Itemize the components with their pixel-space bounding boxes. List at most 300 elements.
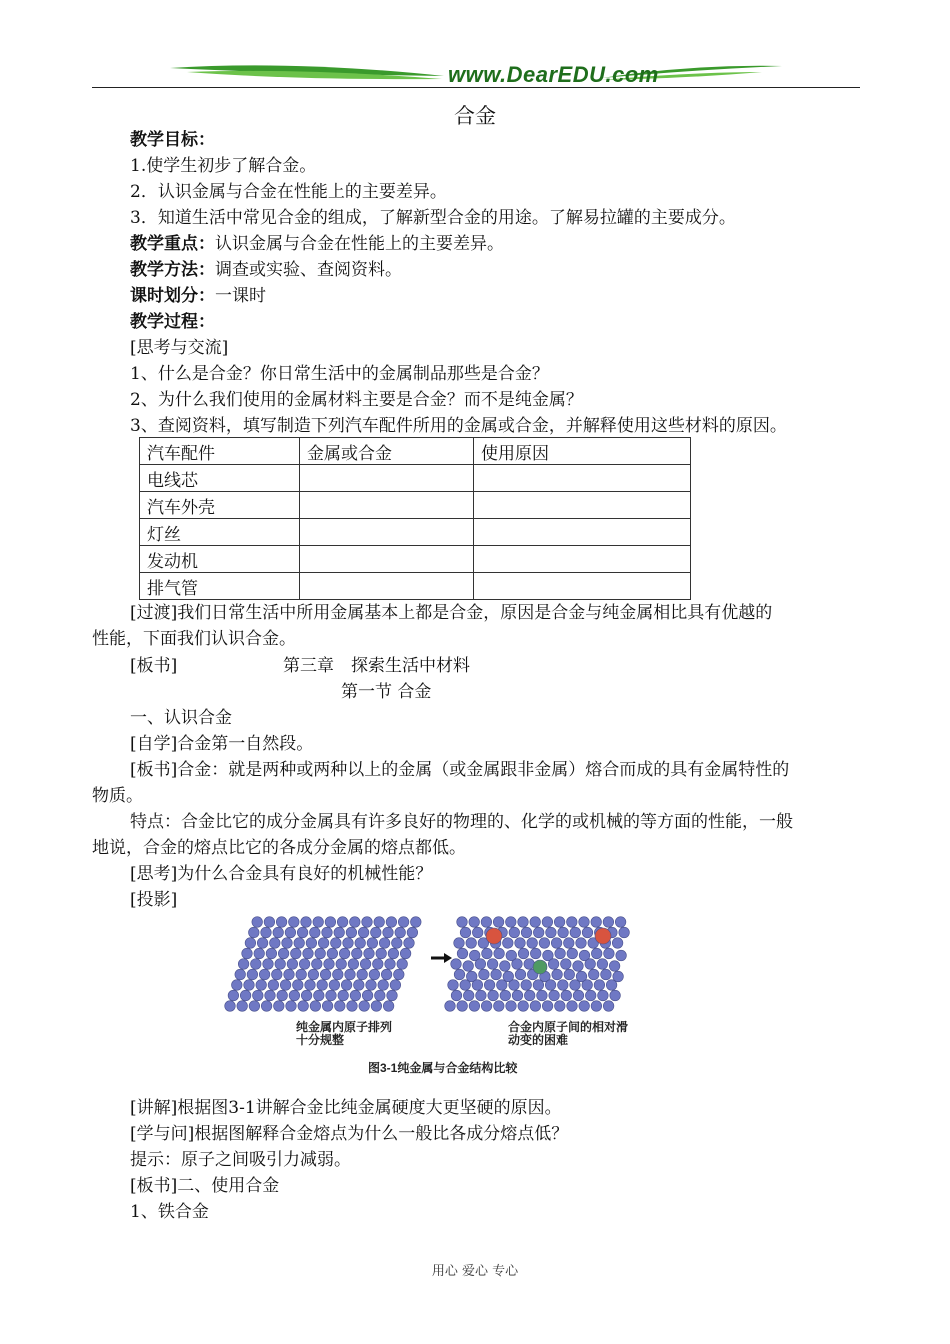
table-row — [140, 465, 691, 492]
atom — [378, 980, 389, 991]
atom — [276, 917, 287, 928]
objective-item: 3．知道生活中常见合金的组成，了解新型合金的用途。了解易拉罐的主要成分。 — [130, 208, 736, 228]
atom — [373, 959, 384, 970]
atom — [518, 917, 529, 928]
key-point-label: 教学重点： — [130, 234, 215, 254]
atom — [460, 980, 471, 991]
atom — [567, 1001, 578, 1012]
atom — [491, 969, 502, 980]
atom — [585, 959, 596, 970]
table-cell: 电线芯 — [140, 465, 300, 492]
green-atom — [533, 960, 547, 974]
atom — [398, 917, 409, 928]
atom — [253, 990, 264, 1001]
atom — [348, 959, 359, 970]
hint-line: 提示：原子之间吸引力减弱。 — [130, 1150, 351, 1170]
atom — [479, 969, 490, 980]
atom — [518, 1001, 529, 1012]
atom — [327, 948, 338, 959]
alloy-lattice — [445, 917, 630, 1012]
atom — [354, 980, 365, 991]
alloy-label-2: 动变的困难 — [508, 1033, 569, 1047]
atom — [308, 969, 319, 980]
atom — [582, 927, 593, 938]
atom — [244, 980, 255, 991]
atom — [564, 969, 575, 980]
atom — [333, 969, 344, 980]
atom — [530, 917, 541, 928]
atom — [500, 990, 511, 1001]
atom — [314, 990, 325, 1001]
atom — [336, 959, 347, 970]
atom — [358, 927, 369, 938]
question-3: 3、查阅资料，填写制造下列汽车配件所用的金属或合金，并解释使用这些材料的原因。 — [130, 416, 787, 436]
auto-parts-table — [139, 437, 691, 600]
atom — [582, 980, 593, 991]
atom — [445, 1001, 456, 1012]
atom — [254, 948, 265, 959]
atom — [512, 990, 523, 1001]
atom — [317, 980, 328, 991]
atom — [277, 990, 288, 1001]
atom — [555, 1001, 566, 1012]
atom — [591, 1001, 602, 1012]
atom — [272, 969, 283, 980]
atom — [457, 1001, 468, 1012]
atom — [484, 980, 495, 991]
atom — [261, 1001, 272, 1012]
atom — [343, 938, 354, 949]
atom — [294, 938, 305, 949]
atom — [326, 990, 337, 1001]
atom — [315, 948, 326, 959]
atom — [329, 980, 340, 991]
atom — [263, 959, 274, 970]
red-atom — [595, 928, 611, 944]
atom — [400, 948, 411, 959]
atom — [457, 917, 468, 928]
atom — [296, 969, 307, 980]
period-text: 一课时 — [215, 286, 266, 306]
atom — [301, 917, 312, 928]
atom — [322, 1001, 333, 1012]
atom — [324, 959, 335, 970]
atom — [350, 917, 361, 928]
atom — [591, 948, 602, 959]
table-cell-empty — [474, 573, 691, 600]
method-line — [130, 259, 402, 281]
atom — [466, 938, 477, 949]
atom — [603, 1001, 614, 1012]
atom — [606, 980, 617, 991]
table-cell-empty — [300, 519, 474, 546]
atom — [383, 1001, 394, 1012]
atom — [460, 927, 471, 938]
atom — [256, 980, 267, 991]
section-title: 第一节 合金 — [341, 682, 432, 702]
atom — [392, 938, 403, 949]
table-header-row — [140, 438, 691, 465]
atom — [518, 948, 529, 959]
atom — [266, 948, 277, 959]
atom — [542, 917, 553, 928]
self-study-line: [自学]合金第一自然段。 — [130, 734, 314, 754]
atom — [298, 1001, 309, 1012]
atom — [454, 969, 465, 980]
atom — [286, 1001, 297, 1012]
atom — [539, 938, 550, 949]
atom — [475, 959, 486, 970]
table-row — [140, 546, 691, 573]
atom — [289, 990, 300, 1001]
atom — [238, 959, 249, 970]
atom — [301, 990, 312, 1001]
definition-line-2: 物质。 — [92, 786, 143, 806]
atom — [411, 917, 422, 928]
method-text: 调查或实验、查阅资料。 — [215, 260, 402, 280]
atom — [334, 927, 345, 938]
atom — [555, 948, 566, 959]
atom — [228, 990, 239, 1001]
atom — [346, 927, 357, 938]
atom — [293, 980, 304, 991]
atom — [331, 938, 342, 949]
atom — [597, 959, 608, 970]
atom — [352, 948, 363, 959]
atom — [232, 980, 243, 991]
atom — [494, 1001, 505, 1012]
atom — [524, 990, 535, 1001]
atom — [273, 927, 284, 938]
atom — [357, 969, 368, 980]
objectives-label: 教学目标： — [130, 130, 215, 150]
atom — [609, 961, 620, 972]
atom — [558, 927, 569, 938]
atom — [338, 990, 349, 1001]
atom — [594, 980, 605, 991]
atom — [476, 990, 487, 1001]
atom — [472, 980, 483, 991]
table-row — [140, 519, 691, 546]
atom — [312, 959, 323, 970]
table-cell: 灯丝 — [140, 519, 300, 546]
table-cell-empty — [300, 465, 474, 492]
atom — [387, 990, 398, 1001]
atom — [603, 917, 614, 928]
atom — [616, 950, 627, 961]
atom — [375, 990, 386, 1001]
atom — [530, 1001, 541, 1012]
table-header: 汽车配件 — [140, 438, 300, 465]
atom — [318, 938, 329, 949]
atom — [394, 969, 405, 980]
atom — [385, 959, 396, 970]
atom — [573, 961, 584, 972]
atom — [558, 980, 569, 991]
atom — [251, 959, 262, 970]
table-cell-empty — [474, 465, 691, 492]
header-rule — [92, 87, 860, 88]
atom — [299, 959, 310, 970]
atom — [310, 927, 321, 938]
atom — [376, 948, 387, 959]
atom — [287, 959, 298, 970]
pure-metal-lattice — [225, 917, 421, 1012]
atom — [249, 1001, 260, 1012]
transition-line-2: 性能，下面我们认识合金。 — [92, 629, 296, 649]
atom — [275, 959, 286, 970]
table-cell-empty — [300, 546, 474, 573]
atom — [289, 917, 300, 928]
atom — [369, 969, 380, 980]
atom — [561, 990, 572, 1001]
atom — [265, 990, 276, 1001]
atom — [591, 917, 602, 928]
pure-metal-label-1: 纯金属内原子排列 — [296, 1020, 393, 1034]
alloy-label-1: 合金内原子间的相对滑 — [508, 1020, 629, 1034]
atom — [284, 969, 295, 980]
atom — [503, 938, 514, 949]
atom — [320, 969, 331, 980]
arrow-right-icon — [431, 953, 452, 963]
atom — [388, 948, 399, 959]
atom — [249, 927, 260, 938]
atom — [570, 980, 581, 991]
study-ask-line: [学与问]根据图解释合金熔点为什么一般比各成分熔点低？ — [130, 1124, 569, 1144]
atom — [570, 927, 581, 938]
method-label: 教学方法： — [130, 260, 215, 280]
atom — [506, 1001, 517, 1012]
atom — [469, 1001, 480, 1012]
atom — [310, 1001, 321, 1012]
atom — [554, 917, 565, 928]
table-cell: 发动机 — [140, 546, 300, 573]
atom — [509, 927, 520, 938]
think-line: [思考]为什么合金具有良好的机械性能？ — [130, 864, 433, 884]
atom — [225, 1001, 236, 1012]
atom — [355, 938, 366, 949]
atom — [548, 959, 559, 970]
atom — [588, 969, 599, 980]
table-cell: 排气管 — [140, 573, 300, 600]
table-cell-empty — [300, 573, 474, 600]
atom — [601, 969, 612, 980]
atom — [612, 938, 623, 949]
atom — [359, 1001, 370, 1012]
atom — [306, 938, 317, 949]
atom — [268, 980, 279, 991]
atom — [579, 917, 590, 928]
atom — [561, 959, 572, 970]
atom — [500, 961, 511, 972]
atom — [305, 980, 316, 991]
period-label: 课时划分： — [130, 286, 215, 306]
atom — [261, 927, 272, 938]
atom — [341, 980, 352, 991]
atom — [472, 927, 483, 938]
atom — [564, 938, 575, 949]
projection-tag: [投影] — [130, 890, 178, 910]
atom — [610, 990, 621, 1001]
atom — [285, 927, 296, 938]
atom — [457, 948, 468, 959]
table-header: 使用原因 — [474, 438, 691, 465]
atom — [297, 927, 308, 938]
process-label: 教学过程： — [130, 312, 215, 332]
atom — [264, 917, 275, 928]
question-2: 2、为什么我们使用的金属材料主要是合金？而不是纯金属？ — [130, 390, 583, 410]
table-cell-empty — [300, 492, 474, 519]
atom — [604, 948, 615, 959]
section-heading-1: 一、认识合金 — [130, 708, 232, 728]
atom — [506, 917, 517, 928]
atom — [533, 927, 544, 938]
atom — [552, 969, 563, 980]
atom — [463, 961, 474, 972]
atom — [576, 938, 587, 949]
atom — [551, 938, 562, 949]
atom — [381, 969, 392, 980]
atom — [567, 917, 578, 928]
features-line-1: 特点：合金比它的成分金属具有许多良好的物理的、化学的或机械的等方面的性能，一般 — [130, 812, 793, 832]
atom — [482, 948, 493, 959]
board-tag: [板书] — [130, 656, 178, 676]
atom — [374, 917, 385, 928]
atom — [322, 927, 333, 938]
atom — [407, 927, 418, 938]
atom — [579, 1001, 590, 1012]
atom — [325, 917, 336, 928]
objective-item: 1.使学生初步了解合金。 — [130, 156, 317, 176]
think-exchange-tag: [思考与交流] — [130, 338, 229, 358]
table-header: 金属或合金 — [300, 438, 474, 465]
atom — [282, 938, 293, 949]
page-header — [92, 58, 860, 92]
atom — [313, 917, 324, 928]
pure-metal-label-2: 十分规整 — [296, 1033, 345, 1047]
atom — [546, 927, 557, 938]
atom — [497, 980, 508, 991]
chapter-title: 第三章 探索生活中材料 — [283, 656, 470, 676]
atom — [371, 927, 382, 938]
objective-item: 2．认识金属与合金在性能上的主要差异。 — [130, 182, 447, 202]
atom — [493, 917, 504, 928]
atom-lattice-diagram — [222, 910, 660, 1085]
atom — [379, 938, 390, 949]
atom — [619, 927, 630, 938]
atom — [451, 959, 462, 970]
atom — [488, 990, 499, 1001]
atom — [454, 938, 465, 949]
atom — [509, 980, 520, 991]
atom — [573, 990, 584, 1001]
table-cell-empty — [474, 492, 691, 519]
atom — [545, 980, 556, 991]
atom — [362, 990, 373, 1001]
atom — [567, 948, 578, 959]
atom — [242, 948, 253, 959]
figure-caption: 图3-1纯金属与合金结构比较 — [368, 1061, 518, 1075]
iron-alloy-heading: 1、铁合金 — [130, 1202, 209, 1222]
atom — [240, 990, 251, 1001]
atom — [527, 938, 538, 949]
question-1: 1、什么是合金？你日常生活中的金属制品那些是合金？ — [130, 364, 549, 384]
atom — [335, 1001, 346, 1012]
site-logo: www.DearEDU.com — [448, 62, 659, 87]
atom — [383, 927, 394, 938]
atom — [278, 948, 289, 959]
atom — [549, 990, 560, 1001]
atom — [280, 980, 291, 991]
atom — [337, 917, 348, 928]
table-cell-empty — [474, 546, 691, 573]
atom — [386, 917, 397, 928]
atom — [339, 948, 350, 959]
atom — [364, 948, 375, 959]
atom — [245, 938, 256, 949]
atom — [360, 959, 371, 970]
atom — [366, 980, 377, 991]
atom — [303, 948, 314, 959]
atom — [237, 1001, 248, 1012]
atom — [515, 938, 526, 949]
atom — [247, 969, 258, 980]
atom — [533, 980, 544, 991]
atom — [494, 948, 505, 959]
key-point-line — [130, 233, 504, 255]
atom — [530, 948, 541, 959]
table-row — [140, 573, 691, 600]
atom — [521, 927, 532, 938]
atom — [542, 1001, 553, 1012]
explain-line: [讲解]根据图3-1讲解合金比纯金属硬度大更坚硬的原因。 — [130, 1098, 562, 1118]
atom — [463, 990, 474, 1001]
atom — [259, 969, 270, 980]
atom — [404, 938, 415, 949]
atom — [350, 990, 361, 1001]
atom — [274, 1001, 285, 1012]
table-row — [140, 492, 691, 519]
page-footer: 用心 爱心 专心 — [431, 1264, 519, 1279]
key-point-text: 认识金属与合金在性能上的主要差异。 — [215, 234, 504, 254]
atom — [598, 990, 609, 1001]
atom — [451, 990, 462, 1001]
period-line — [130, 285, 266, 307]
features-line-2: 地说，合金的熔点比它的各成分金属的熔点都低。 — [92, 838, 466, 858]
atom — [469, 917, 480, 928]
red-atom — [486, 928, 502, 944]
atom — [481, 917, 492, 928]
structure-figure — [222, 910, 660, 1085]
atom — [390, 980, 401, 991]
atom — [487, 959, 498, 970]
page-title: 合金 — [454, 104, 496, 128]
atom — [448, 980, 459, 991]
atom — [257, 938, 268, 949]
transition-line-1: [过渡]我们日常生活中所用金属基本上都是合金，原因是合金与纯金属相比具有优越的 — [130, 603, 773, 623]
atom — [515, 969, 526, 980]
atom — [512, 959, 523, 970]
atom — [395, 927, 406, 938]
atom — [291, 948, 302, 959]
atom — [367, 938, 378, 949]
table-cell-empty — [474, 519, 691, 546]
atom — [347, 1001, 358, 1012]
atom — [615, 917, 626, 928]
board-line-2: [板书]二、使用合金 — [130, 1176, 280, 1196]
atom — [362, 917, 373, 928]
definition-line-1: [板书]合金：就是两种或两种以上的金属（或金属跟非金属）熔合而成的具有金属特性的 — [130, 760, 790, 780]
